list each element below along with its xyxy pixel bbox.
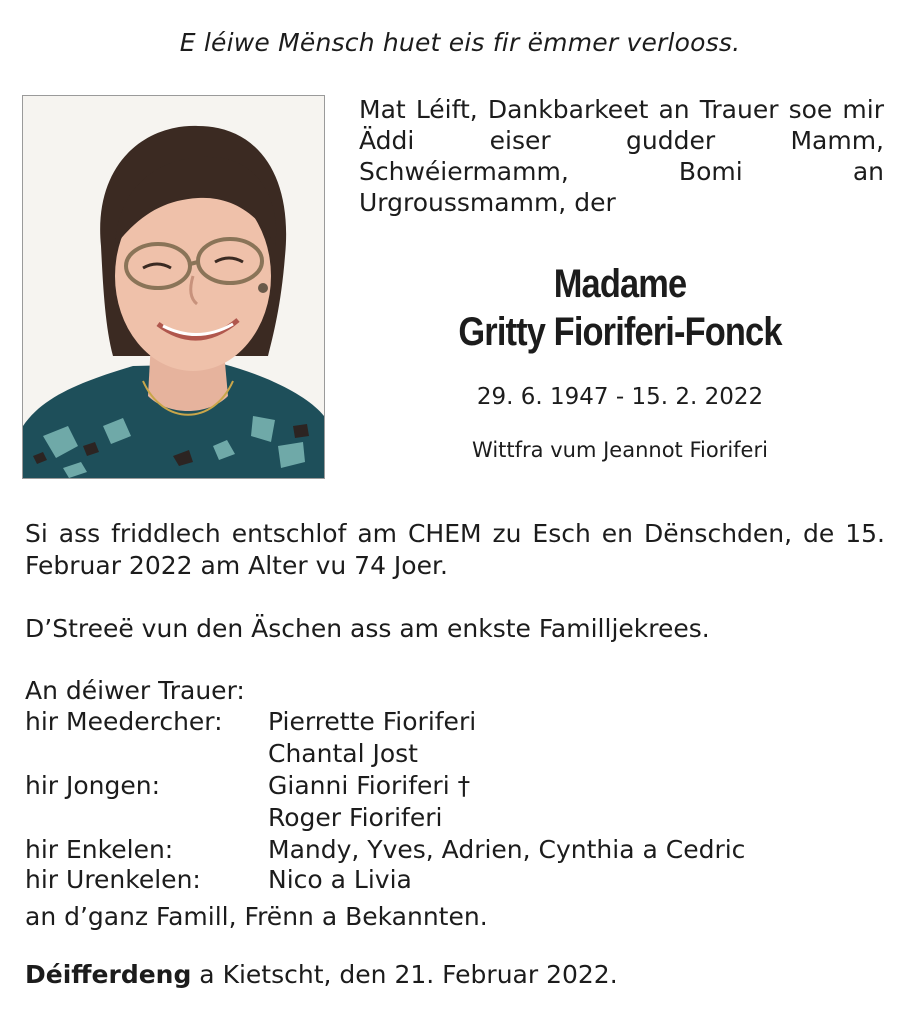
closing-line: an d’ganz Famill, Frënn a Bekannten.	[25, 902, 488, 931]
intro-text: Mat Léift, Dankbarkeet an Trauer soe mir Äddi eiser gudder Mamm, Schwéiermamm, Bomi an Urgroussmamm, der	[359, 95, 884, 217]
relative-name: Nico a Livia	[268, 865, 412, 894]
signature-line	[25, 960, 618, 989]
ashes-paragraph: D’Streeë vun den Äschen ass am enkste Familljekrees.	[25, 614, 710, 643]
relative-name: Chantal Jost	[268, 739, 418, 768]
deceased-name: Gritty Fioriferi-Fonck	[458, 310, 782, 354]
deceased-title: Madame	[553, 262, 687, 306]
signature-place: Déifferdeng	[25, 960, 192, 989]
relative-name: Mandy, Yves, Adrien, Cynthia a Cedric	[268, 835, 746, 864]
relative-name: Gianni Fioriferi †	[268, 771, 471, 800]
portrait-photo	[22, 95, 325, 479]
mourners-heading: An déiwer Trauer:	[25, 676, 245, 705]
signature-rest: a Kietscht, den 21. Februar 2022.	[191, 960, 618, 989]
relative-label-daughters: hir Meedercher:	[25, 707, 223, 736]
motto: E léiwe Mënsch huet eis fir ëmmer verlooss.	[179, 28, 741, 57]
widow-of: Wittfra vum Jeannot Fioriferi	[472, 438, 768, 462]
relative-label-grandchildren: hir Enkelen:	[25, 835, 174, 864]
life-dates: 29. 6. 1947 - 15. 2. 2022	[476, 384, 764, 410]
relative-label-great-grandchildren: hir Urenkelen:	[25, 865, 201, 894]
relative-name: Pierrette Fioriferi	[268, 707, 477, 736]
relative-name: Roger Fioriferi	[268, 803, 443, 832]
relative-label-sons: hir Jongen:	[25, 771, 161, 800]
passing-paragraph: Si ass friddlech entschlof am CHEM zu Esch en Dënschden, de 15. Februar 2022 am Alter vu 74 Joer.	[25, 519, 885, 580]
